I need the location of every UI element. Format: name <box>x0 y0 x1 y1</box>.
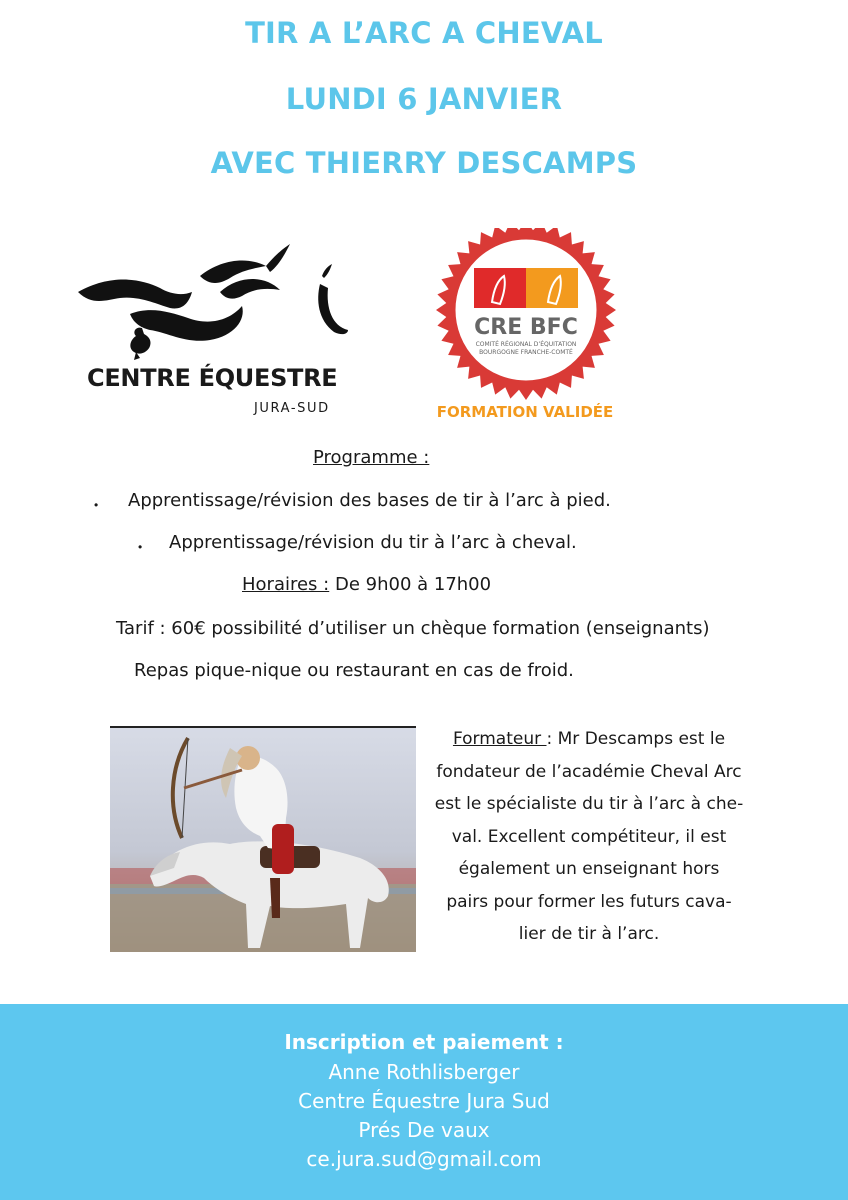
formateur-line: pairs pour former les futurs cava- <box>446 892 732 912</box>
tarif-line: Tarif : 60€ possibilité d’utiliser un chèque formation (enseignants) <box>116 618 710 639</box>
horaires-value: De 9h00 à 17h00 <box>334 574 492 595</box>
formateur-line: val. Excellent compétiteur, il est <box>451 827 727 847</box>
bullet-icon: • <box>138 540 143 554</box>
footer-email[interactable]: ce.jura.sud@gmail.com <box>306 1147 542 1171</box>
footer-place: Centre Équestre Jura Sud <box>298 1089 550 1113</box>
horse-archer-photo <box>110 726 416 952</box>
badge-line-2: BOURGOGNE FRANCHE-COMTÉ <box>479 349 573 356</box>
footer-address: Prés De vaux <box>358 1118 490 1142</box>
badge-line-1: COMITÉ RÉGIONAL D’ÉQUITATION <box>475 341 577 348</box>
formateur-line: fondateur de l’académie Cheval Arc <box>436 762 742 782</box>
repas-line: Repas pique-nique ou restaurant en cas de froid. <box>134 660 574 681</box>
badge-brand: CRE BFC <box>474 315 578 340</box>
formateur-line-1 <box>418 729 760 749</box>
footer-contact-name: Anne Rothlisberger <box>328 1060 520 1084</box>
formateur-line: lier de tir à l’arc. <box>518 924 660 944</box>
formateur-line: est le spécialiste du tir à l’arc à che- <box>434 794 744 814</box>
programme-item: Apprentissage/révision des bases de tir à l’arc à pied. <box>128 490 611 511</box>
title-line-2: LUNDI 6 JANVIER <box>285 82 563 116</box>
horaires-row <box>242 574 491 595</box>
title-line-1: TIR A L’ARC A CHEVAL <box>245 16 603 50</box>
footer-heading: Inscription et paiement : <box>284 1030 564 1054</box>
programme-item: Apprentissage/révision du tir à l’arc à cheval. <box>169 532 577 553</box>
horaires-label: Horaires : <box>242 574 330 595</box>
centre-subtitle: JURA-SUD <box>254 401 330 416</box>
centre-equestre-logo <box>70 236 370 426</box>
formateur-text: : Mr Descamps est le <box>546 729 726 749</box>
cre-bfc-seal-logo <box>426 228 626 428</box>
bullet-icon: • <box>94 498 99 512</box>
title-line-3: AVEC THIERRY DESCAMPS <box>210 146 638 180</box>
formateur-line: également un enseignant hors <box>458 859 720 879</box>
centre-name: CENTRE ÉQUESTRE <box>87 364 338 392</box>
programme-heading: Programme : <box>313 447 430 468</box>
formateur-label: Formateur <box>452 729 547 749</box>
badge-caption: FORMATION VALIDÉE <box>436 403 614 421</box>
footer-band <box>0 1004 848 1200</box>
